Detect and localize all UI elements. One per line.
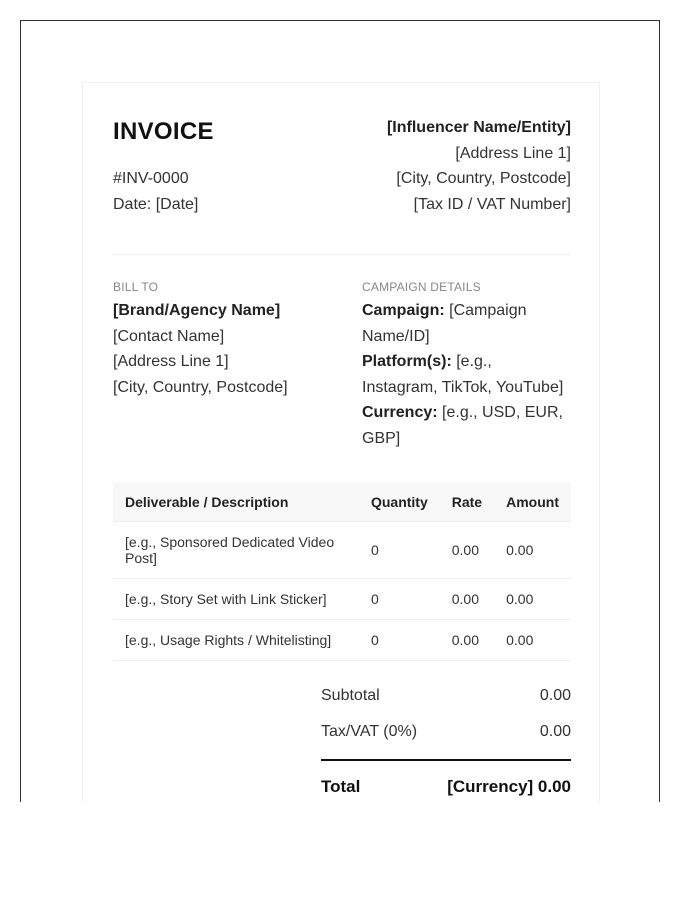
row-amount: 0.00 (494, 579, 571, 620)
campaign-line (362, 298, 571, 349)
row-quantity: 0 (359, 620, 440, 661)
row-description: [e.g., Sponsored Dedicated Video Post] (113, 522, 359, 579)
issuer-city-line: [City, Country, Postcode] (396, 170, 571, 187)
column-header-rate: Rate (440, 482, 494, 522)
total-value: [Currency] 0.00 (447, 777, 571, 796)
issuer-name: [Influencer Name/Entity] (386, 119, 571, 136)
totals-block (321, 687, 571, 802)
subtotal-row (321, 687, 571, 723)
row-quantity: 0 (359, 579, 440, 620)
row-amount: 0.00 (494, 620, 571, 661)
currency-value: [e.g., USD, EUR, GBP] (362, 404, 563, 447)
invoice-date: Date: [Date] (113, 196, 199, 213)
total-divider (321, 759, 571, 761)
platforms-label: Platform(s): (362, 353, 452, 370)
campaign-label: Campaign: (362, 302, 445, 319)
document-frame (20, 20, 660, 802)
table-header-row (113, 482, 571, 522)
row-rate: 0.00 (440, 579, 494, 620)
tax-row (321, 723, 571, 759)
issuer-tax-id: [Tax ID / VAT Number] (413, 195, 571, 213)
platforms-line (362, 349, 571, 400)
invoice-header (113, 113, 571, 255)
platforms-value: [e.g., Instagram, TikTok, YouTube] (362, 353, 564, 396)
campaign-value: [Campaign Name/ID] (362, 302, 527, 345)
currency-label: Currency: (362, 404, 438, 421)
row-quantity: 0 (359, 522, 440, 579)
bill-to-address-line1: [Address Line 1] (113, 353, 229, 370)
bill-to-contact: [Contact Name] (113, 327, 225, 345)
table-row (113, 579, 571, 620)
column-header-amount: Amount (494, 482, 571, 522)
subtotal-value: 0.00 (539, 687, 571, 704)
invoice-info (113, 255, 571, 482)
column-header-quantity: Quantity (359, 482, 440, 522)
issuer-address-line1: [Address Line 1] (455, 144, 571, 162)
tax-label: Tax/VAT (0%) (321, 723, 418, 740)
table-row (113, 620, 571, 661)
campaign-details-label: CAMPAIGN DETAILS (362, 280, 481, 294)
table-row (113, 522, 571, 579)
row-description: [e.g., Usage Rights / Whitelisting] (113, 620, 359, 661)
row-amount: 0.00 (494, 522, 571, 579)
column-header-description: Deliverable / Description (113, 482, 359, 522)
invoice-title: INVOICE (113, 118, 214, 145)
campaign-details-block (362, 278, 571, 451)
currency-line (362, 400, 571, 451)
bill-to-block (113, 278, 343, 400)
bill-to-city-line: [City, Country, Postcode] (113, 378, 288, 396)
total-row (321, 777, 571, 802)
row-rate: 0.00 (440, 522, 494, 579)
bill-to-name: [Brand/Agency Name] (113, 302, 281, 319)
row-description: [e.g., Story Set with Link Sticker] (113, 579, 359, 620)
deliverables-table (113, 482, 571, 661)
invoice-page (82, 82, 600, 802)
invoice-number: #INV-0000 (113, 170, 189, 187)
bill-to-label: BILL TO (113, 280, 159, 294)
tax-value: 0.00 (539, 723, 571, 740)
invoice-content (113, 113, 571, 802)
issuer-block (387, 115, 571, 217)
subtotal-label: Subtotal (321, 687, 380, 704)
total-label: Total (321, 777, 361, 796)
row-rate: 0.00 (440, 620, 494, 661)
